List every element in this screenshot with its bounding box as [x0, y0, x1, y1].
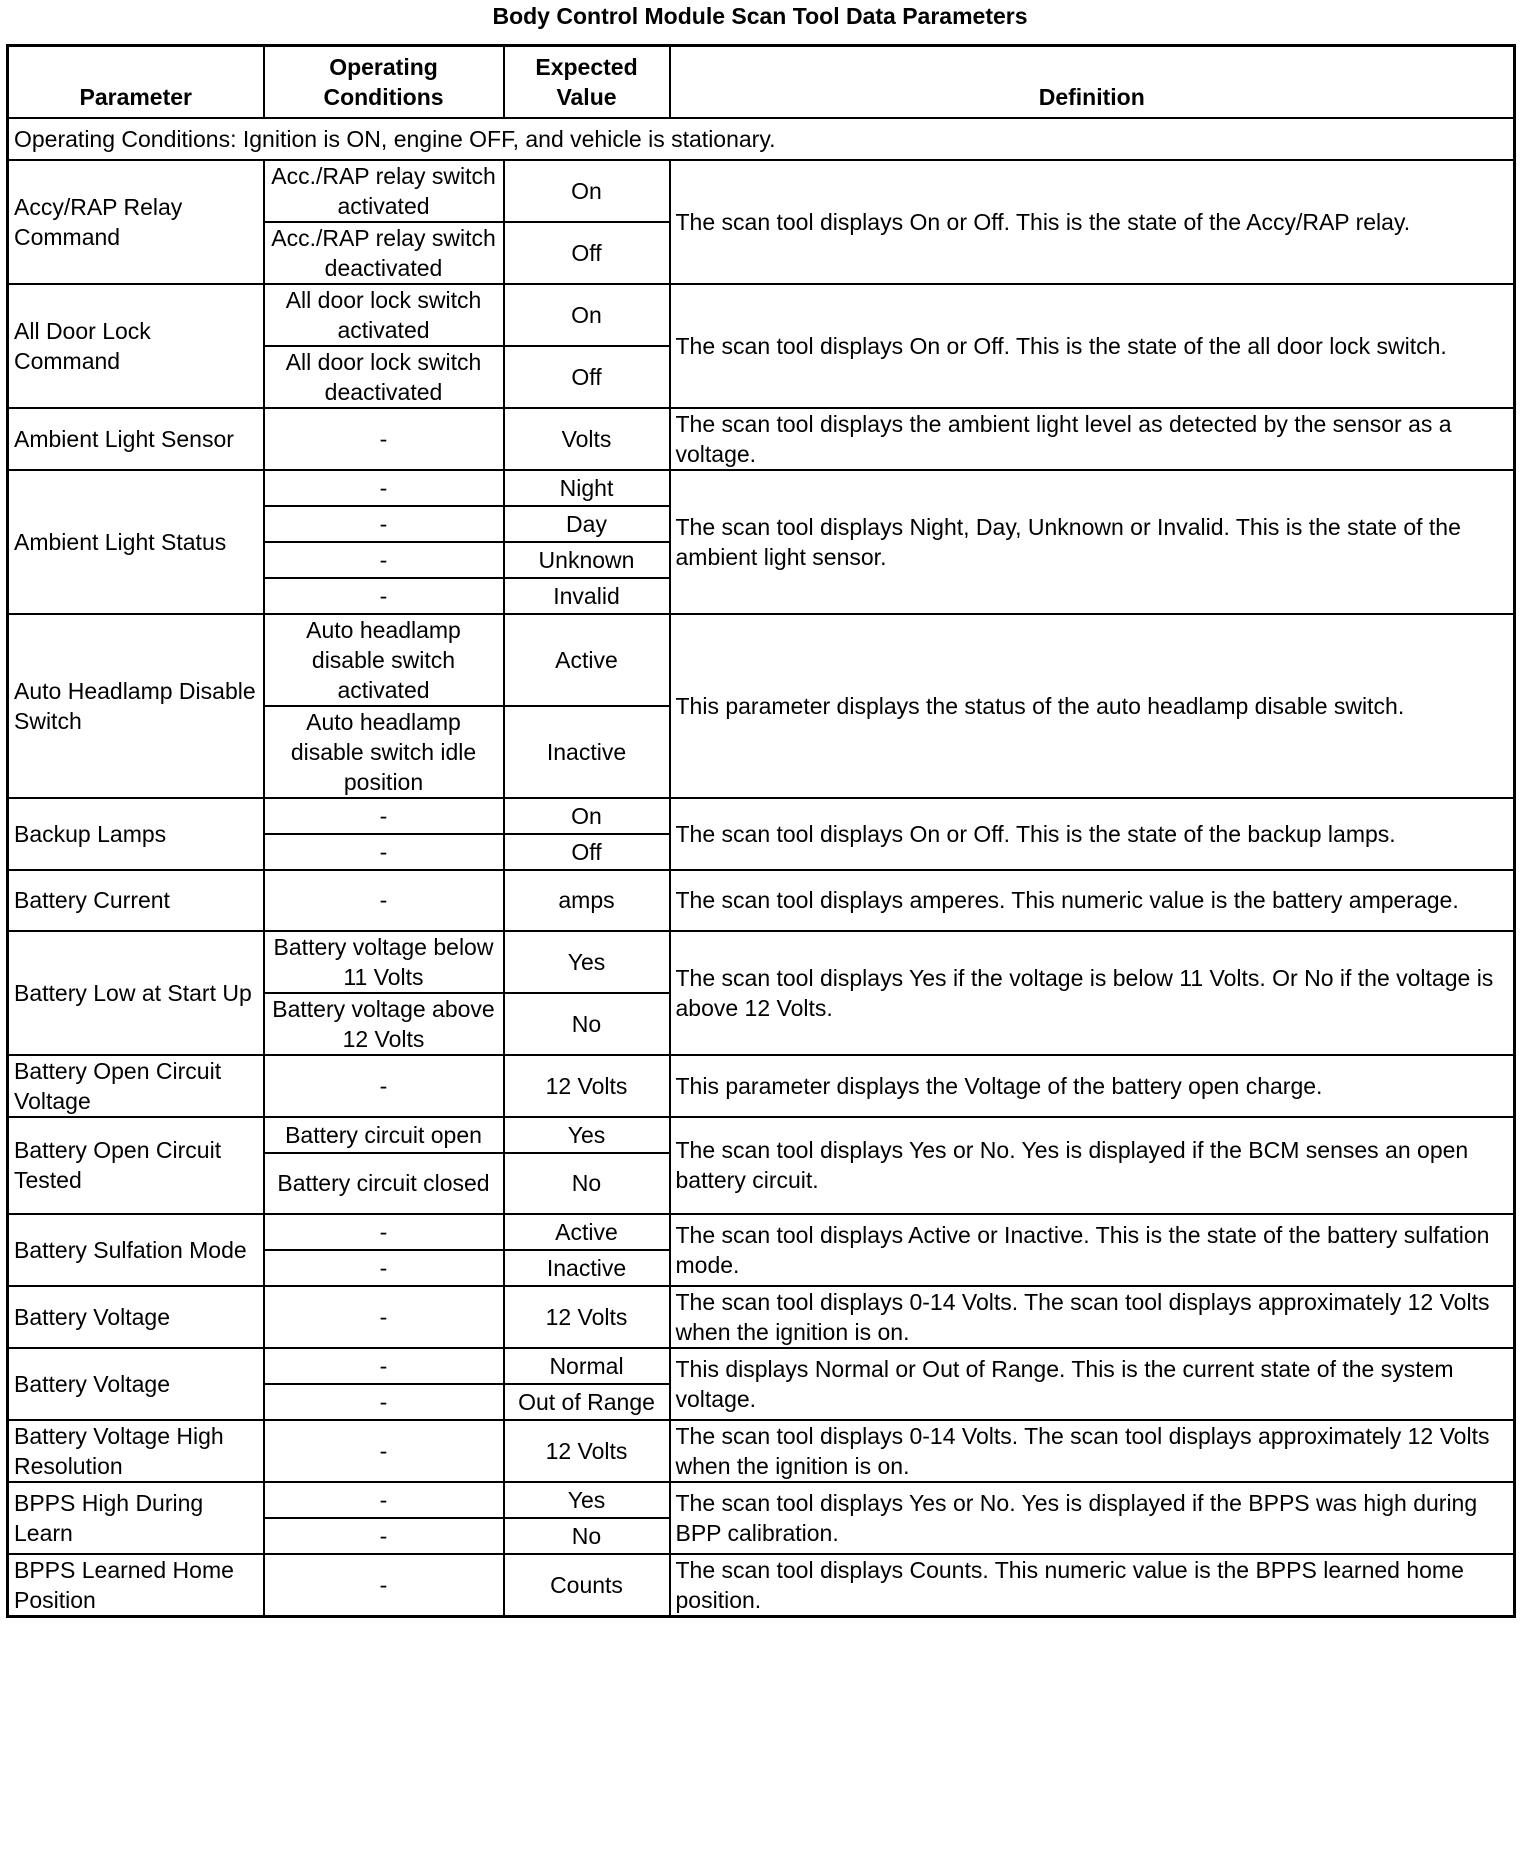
expected-value: Off — [504, 834, 670, 870]
expected-value: No — [504, 1153, 670, 1214]
table-row — [8, 1348, 1515, 1384]
operating-condition: Battery voltage above 12 Volts — [264, 993, 504, 1055]
operating-condition: All door lock switch activated — [264, 284, 504, 346]
expected-value: 12 Volts — [504, 1286, 670, 1348]
operating-condition: Battery circuit open — [264, 1117, 504, 1153]
table-row — [8, 1055, 1515, 1117]
parameter-name: Battery Sulfation Mode — [8, 1214, 264, 1286]
document-title: Body Control Module Scan Tool Data Parameters — [492, 3, 1028, 29]
expected-value: Off — [504, 346, 670, 408]
table-row — [8, 1420, 1515, 1482]
table-row — [8, 614, 1515, 706]
operating-condition: - — [264, 506, 504, 542]
operating-condition: - — [264, 1250, 504, 1286]
expected-value: No — [504, 993, 670, 1055]
expected-value: Counts — [504, 1554, 670, 1617]
parameter-name: Battery Voltage — [8, 1348, 264, 1420]
table-row — [8, 1482, 1515, 1518]
table-row — [8, 284, 1515, 346]
parameter-definition: The scan tool displays amperes. This numeric value is the battery amperage. — [670, 870, 1515, 931]
parameter-definition: The scan tool displays Night, Day, Unknown or Invalid. This is the state of the ambient light sensor. — [670, 470, 1515, 614]
table-row — [8, 931, 1515, 993]
operating-condition: Auto headlamp disable switch idle position — [264, 706, 504, 798]
expected-value: On — [504, 284, 670, 346]
table-row — [8, 1117, 1515, 1153]
table-body — [8, 118, 1515, 1617]
parameter-name: Accy/RAP Relay Command — [8, 160, 264, 284]
expected-value: Active — [504, 614, 670, 706]
expected-value: Yes — [504, 1117, 670, 1153]
parameter-name: Ambient Light Sensor — [8, 408, 264, 470]
parameter-definition: The scan tool displays Counts. This numeric value is the BPPS learned home position. — [670, 1554, 1515, 1617]
header-definition: Definition — [670, 46, 1515, 118]
operating-condition: - — [264, 470, 504, 506]
operating-condition: - — [264, 834, 504, 870]
parameter-definition: The scan tool displays Yes or No. Yes is displayed if the BCM senses an open battery circuit. — [670, 1117, 1515, 1214]
table-row — [8, 470, 1515, 506]
parameter-name: Battery Open Circuit Voltage — [8, 1055, 264, 1117]
expected-value: Off — [504, 222, 670, 284]
parameter-definition: The scan tool displays Active or Inactive. This is the state of the battery sulfation mode. — [670, 1214, 1515, 1286]
parameter-name: Battery Voltage — [8, 1286, 264, 1348]
parameter-name: BPPS Learned Home Position — [8, 1554, 264, 1617]
parameter-name: Auto Headlamp Disable Switch — [8, 614, 264, 798]
parameter-definition: The scan tool displays 0-14 Volts. The scan tool displays approximately 12 Volts when the ignition is on. — [670, 1286, 1515, 1348]
operating-condition: - — [264, 1348, 504, 1384]
table-row — [8, 798, 1515, 834]
operating-condition: - — [264, 542, 504, 578]
table-row — [8, 1554, 1515, 1617]
expected-value: amps — [504, 870, 670, 931]
operating-condition: Acc./RAP relay switch deactivated — [264, 222, 504, 284]
operating-condition: Auto headlamp disable switch activated — [264, 614, 504, 706]
header-expected-value: Expected Value — [504, 46, 670, 118]
expected-value: Normal — [504, 1348, 670, 1384]
header-parameter: Parameter — [8, 46, 264, 118]
expected-value: Night — [504, 470, 670, 506]
operating-condition: - — [264, 1055, 504, 1117]
expected-value: Day — [504, 506, 670, 542]
parameter-definition: The scan tool displays On or Off. This is the state of the Accy/RAP relay. — [670, 160, 1515, 284]
parameter-name: All Door Lock Command — [8, 284, 264, 408]
expected-value: Yes — [504, 1482, 670, 1518]
expected-value: No — [504, 1518, 670, 1554]
parameter-name: Backup Lamps — [8, 798, 264, 870]
scan-tool-data-table — [6, 44, 1516, 1618]
operating-condition: - — [264, 578, 504, 614]
parameter-definition: The scan tool displays On or Off. This is the state of the all door lock switch. — [670, 284, 1515, 408]
operating-condition: - — [264, 798, 504, 834]
expected-value: Inactive — [504, 706, 670, 798]
expected-value: Yes — [504, 931, 670, 993]
parameter-definition: The scan tool displays Yes or No. Yes is displayed if the BPPS was high during BPP calibration. — [670, 1482, 1515, 1554]
parameter-definition: The scan tool displays Yes if the voltage is below 11 Volts. Or No if the voltage is above 12 Volts. — [670, 931, 1515, 1055]
operating-condition: - — [264, 1384, 504, 1420]
parameter-definition: The scan tool displays On or Off. This is the state of the backup lamps. — [670, 798, 1515, 870]
expected-value: Unknown — [504, 542, 670, 578]
expected-value: 12 Volts — [504, 1420, 670, 1482]
expected-value: Invalid — [504, 578, 670, 614]
parameter-name: Battery Open Circuit Tested — [8, 1117, 264, 1214]
parameter-definition: This displays Normal or Out of Range. This is the current state of the system voltage. — [670, 1348, 1515, 1420]
operating-condition: - — [264, 408, 504, 470]
parameter-definition: This parameter displays the status of the auto headlamp disable switch. — [670, 614, 1515, 798]
parameter-name: Ambient Light Status — [8, 470, 264, 614]
parameter-name: Battery Current — [8, 870, 264, 931]
operating-conditions-note: Operating Conditions: Ignition is ON, engine OFF, and vehicle is stationary. — [8, 118, 1515, 160]
operating-condition: - — [264, 1554, 504, 1617]
table-row — [8, 870, 1515, 931]
expected-value: Out of Range — [504, 1384, 670, 1420]
operating-condition: - — [264, 1420, 504, 1482]
parameter-name: Battery Low at Start Up — [8, 931, 264, 1055]
parameter-definition: This parameter displays the Voltage of the battery open charge. — [670, 1055, 1515, 1117]
expected-value: Inactive — [504, 1250, 670, 1286]
parameter-name: Battery Voltage High Resolution — [8, 1420, 264, 1482]
expected-value: 12 Volts — [504, 1055, 670, 1117]
operating-condition: Acc./RAP relay switch activated — [264, 160, 504, 222]
operating-condition: All door lock switch deactivated — [264, 346, 504, 408]
parameter-name: BPPS High During Learn — [8, 1482, 264, 1554]
table-row — [8, 160, 1515, 222]
operating-condition: - — [264, 1214, 504, 1250]
operating-condition: - — [264, 1286, 504, 1348]
operating-condition: Battery circuit closed — [264, 1153, 504, 1214]
operating-condition: Battery voltage below 11 Volts — [264, 931, 504, 993]
operating-condition: - — [264, 1518, 504, 1554]
expected-value: Active — [504, 1214, 670, 1250]
table-row — [8, 1286, 1515, 1348]
expected-value: On — [504, 160, 670, 222]
parameter-definition: The scan tool displays the ambient light level as detected by the sensor as a voltage. — [670, 408, 1515, 470]
expected-value: Volts — [504, 408, 670, 470]
operating-condition: - — [264, 870, 504, 931]
parameter-definition: The scan tool displays 0-14 Volts. The scan tool displays approximately 12 Volts when the ignition is on. — [670, 1420, 1515, 1482]
header-operating-conditions: Operating Conditions — [264, 46, 504, 118]
table-row — [8, 408, 1515, 470]
operating-condition: - — [264, 1482, 504, 1518]
table-row — [8, 1214, 1515, 1250]
expected-value: On — [504, 798, 670, 834]
